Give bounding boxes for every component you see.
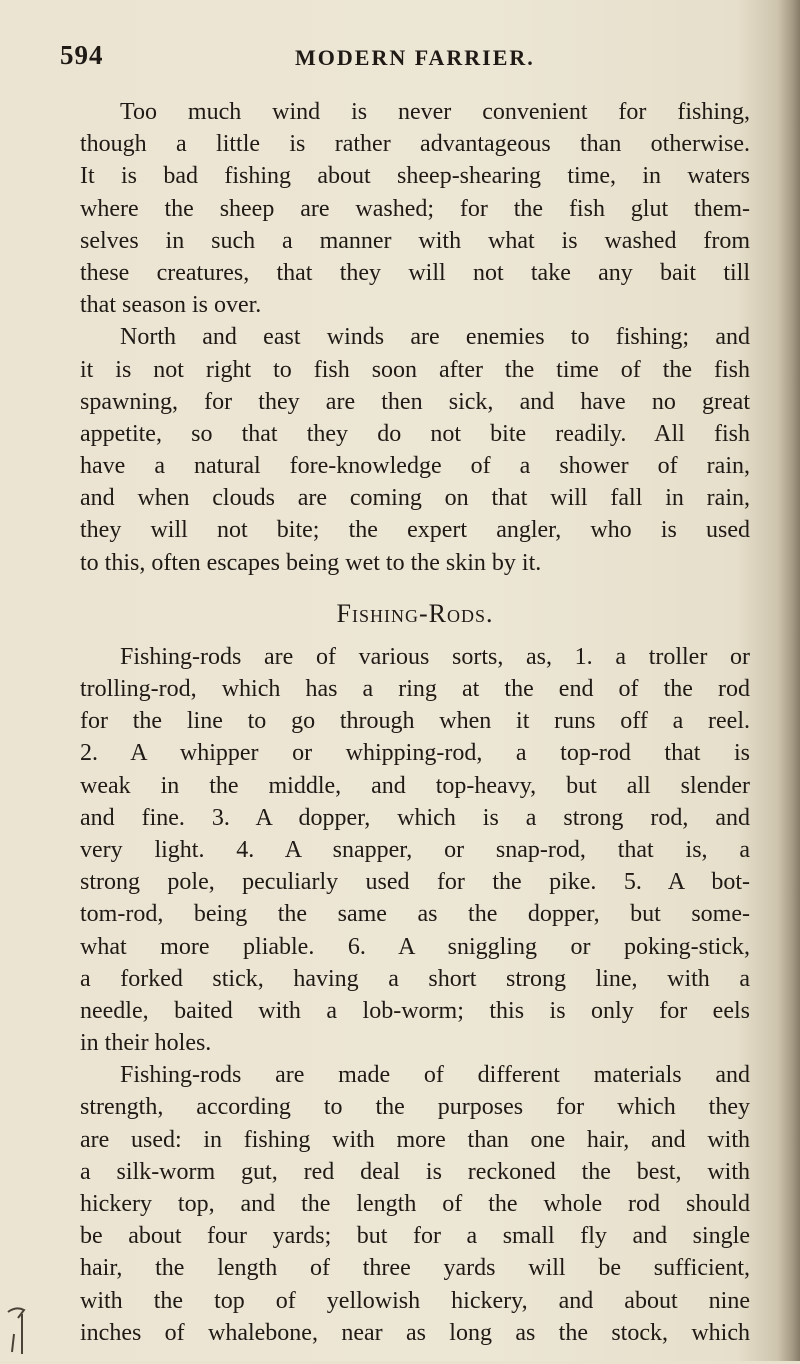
text-line: for the line to go through when it runs off a reel. bbox=[80, 708, 750, 735]
running-title: MODERN FARRIER. bbox=[295, 45, 535, 70]
text-line: a silk-worm gut, red deal is reckoned the best, with bbox=[80, 1158, 750, 1185]
text-line: 2. A whipper or whipping-rod, a top-rod that is bbox=[80, 740, 750, 767]
text-line: tom-rod, being the same as the dopper, but some- bbox=[80, 901, 750, 928]
text-line: and fine. 3. A dopper, which is a strong rod, and bbox=[80, 804, 750, 831]
section-heading: Fishing-Rods. bbox=[336, 598, 494, 628]
page-number: 594 bbox=[60, 40, 104, 70]
page-edge-shadow bbox=[778, 0, 800, 1361]
text-line: it is not right to fish soon after the time of the fish bbox=[80, 356, 750, 383]
text-line: a forked stick, having a short strong line, with a bbox=[80, 965, 750, 992]
text-line: to this, often escapes being wet to the skin by it. bbox=[80, 549, 542, 576]
text-line: very light. 4. A snapper, or snap-rod, that is, a bbox=[80, 836, 750, 863]
text-line: with the top of yellowish hickery, and about nine bbox=[80, 1287, 750, 1314]
text-line: weak in the middle, and top-heavy, but all slender bbox=[80, 772, 750, 799]
pencil-mark-icon bbox=[4, 1304, 38, 1356]
body-text bbox=[80, 96, 750, 1349]
text-line: trolling-rod, which has a ring at the end of the rod bbox=[80, 676, 750, 702]
text-line: selves in such a manner with what is washed from bbox=[80, 227, 750, 254]
text-line: are used: in fishing with more than one hair, and with bbox=[80, 1126, 750, 1153]
text-line: It is bad fishing about sheep-shearing time, in waters bbox=[80, 163, 750, 190]
text-line: North and east winds are enemies to fishing; and bbox=[120, 324, 750, 351]
text-line: though a little is rather advantageous than otherwise. bbox=[80, 131, 750, 158]
text-line: strength, according to the purposes for which they bbox=[80, 1094, 750, 1121]
text-line: appetite, so that they do not bite readily. All fish bbox=[80, 420, 750, 447]
text-line: that season is over. bbox=[80, 292, 262, 319]
text-line: hickery top, and the length of the whole rod should bbox=[80, 1191, 750, 1217]
text-line: in their holes. bbox=[80, 1030, 212, 1057]
text-line: these creatures, that they will not take any bait till bbox=[80, 259, 750, 286]
text-line: Too much wind is never convenient for fishing, bbox=[120, 99, 750, 125]
text-line: Fishing-rods are of various sorts, as, 1. a troller or bbox=[120, 643, 750, 670]
text-line: needle, baited with a lob-worm; this is only for eels bbox=[80, 997, 750, 1024]
text-line: inches of whalebone, near as long as the stock, which bbox=[80, 1319, 750, 1346]
text-line: what more pliable. 6. A sniggling or poking-stick, bbox=[80, 933, 750, 960]
margin-pencil-mark bbox=[4, 1304, 38, 1364]
text-line: where the sheep are washed; for the fish glut them- bbox=[80, 195, 750, 222]
text-line: spawning, for they are then sick, and have no great bbox=[80, 388, 750, 415]
text-line: hair, the length of three yards will be sufficient, bbox=[80, 1255, 750, 1282]
text-line: be about four yards; but for a small fly and single bbox=[80, 1223, 750, 1250]
text-line: strong pole, peculiarly used for the pike. 5. A bot- bbox=[80, 869, 750, 896]
text-line: Fishing-rods are made of different materials and bbox=[120, 1062, 750, 1089]
running-head bbox=[60, 40, 700, 84]
text-line: and when clouds are coming on that will fall in rain, bbox=[80, 485, 750, 512]
text-line: have a natural fore-knowledge of a shower of rain, bbox=[80, 453, 750, 480]
text-line: they will not bite; the expert angler, who is used bbox=[80, 517, 750, 544]
